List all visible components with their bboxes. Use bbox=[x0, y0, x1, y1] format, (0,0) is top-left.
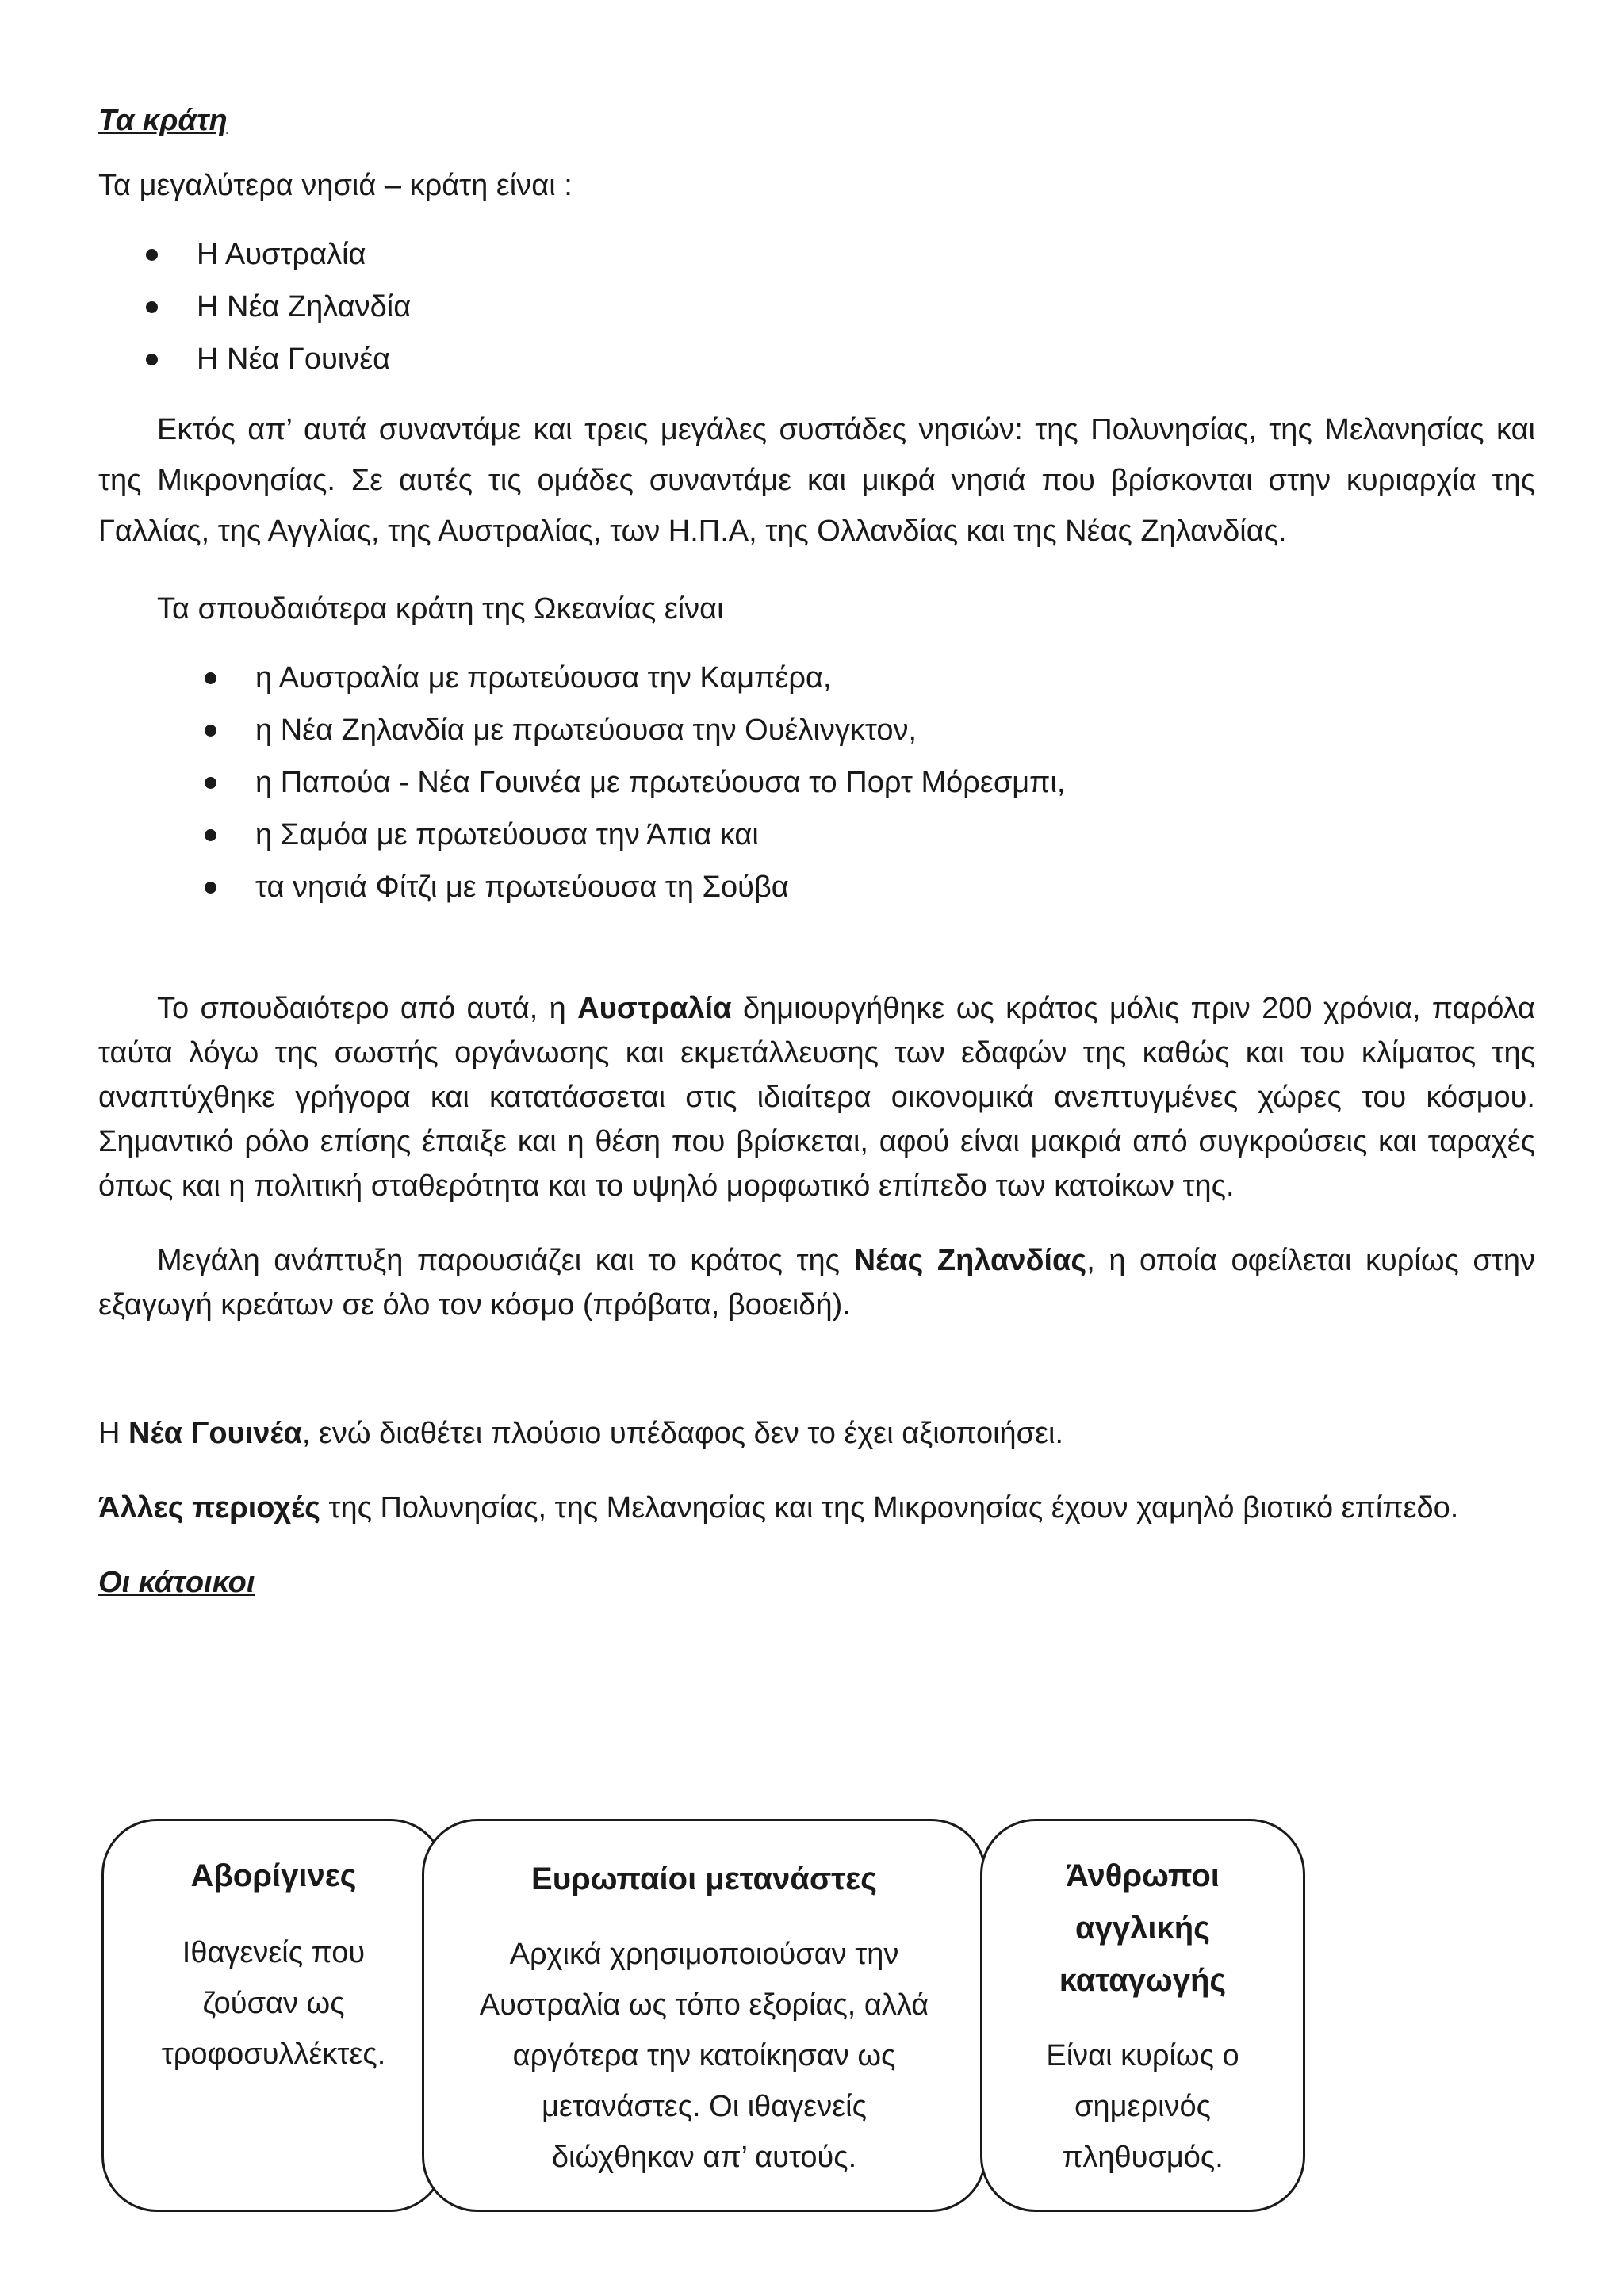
box-text: Είναι κυρίως ο σημερινός πληθυσμός. bbox=[1046, 2039, 1239, 2174]
bullet-icon bbox=[205, 725, 216, 737]
list-item: η Παπούα - Νέα Γουινέα με πρωτεύουσα το Πορτ Μόρεσμπι, bbox=[98, 756, 1535, 809]
other-areas-paragraph: Άλλες περιοχές της Πολυνησίας, της Μελανησίας και της Μικρονησίας έχουν χαμηλό βιοτικό επίπεδο. bbox=[98, 1491, 1459, 1525]
bullet-icon bbox=[146, 249, 158, 261]
bullet-icon bbox=[205, 829, 216, 841]
document-page bbox=[98, 95, 1535, 1608]
inhabitants-box-english-descent bbox=[980, 1819, 1305, 2212]
islands-list bbox=[98, 228, 1535, 385]
box-text: Ιθαγενείς που ζούσαν ως τροφοσυλλέκτες. bbox=[161, 1936, 386, 2071]
list-item: Η Νέα Γουινέα bbox=[98, 333, 1535, 385]
new-guinea-paragraph: Η Νέα Γουινέα, ενώ διαθέτει πλούσιο υπέδαφος δεν το έχει αξιοποιήσει. bbox=[98, 1417, 1064, 1450]
list-item: Η Αυστραλία bbox=[98, 228, 1535, 281]
list-item: η Σαμόα με πρωτεύουσα την Άπια και bbox=[98, 809, 1535, 861]
new-zealand-bold: Νέας Ζηλανδίας bbox=[853, 1244, 1087, 1277]
bullet-icon bbox=[205, 882, 216, 894]
other-areas-bold: Άλλες περιοχές bbox=[98, 1491, 320, 1525]
inhabitants-boxes bbox=[102, 1819, 1307, 2215]
box-text: Αρχικά χρησιμοποιούσαν την Αυστραλία ως τόπο εξορίας, αλλά αργότερα την κατοίκησαν ως μετανάστες. Οι ιθαγενείς διώχθηκαν απ’ αυτούς. bbox=[479, 1938, 929, 2174]
inhabitants-box-european-immigrants bbox=[422, 1819, 986, 2212]
list-item: Η Νέα Ζηλανδία bbox=[98, 281, 1535, 333]
section-heading-states: Τα κράτη bbox=[98, 104, 228, 137]
inhabitants-box-aborigines bbox=[102, 1819, 446, 2212]
island-groups-paragraph: Εκτός απ’ αυτά συναντάμε και τρεις μεγάλες συστάδες νησιών: της Πολυνησίας, της Μελανησίας και της Μικρονησίας. Σε αυτές τις ομάδες συναντάμε και μικρά νησιά που βρίσκονται στην κυριαρχία της Γαλλίας, της Αγγλίας, της Αυστραλίας, των Η.Π.Α, της Ολλανδίας και της Νέας Ζηλανδίας. bbox=[98, 413, 1535, 548]
australia-bold: Αυστραλία bbox=[577, 992, 732, 1025]
box-title: Άνθρωποι αγγλικής καταγωγής bbox=[1059, 1858, 1227, 1998]
main-states-intro: Τα σπουδαιότερα κράτη της Ωκεανίας είναι bbox=[157, 592, 724, 626]
bullet-icon bbox=[205, 672, 216, 684]
new-zealand-paragraph: Μεγάλη ανάπτυξη παρουσιάζει και το κράτος της Νέας Ζηλανδίας, η οποία οφείλεται κυρίως στην εξαγωγή κρεάτων σε όλο τον κόσμο (πρόβατα, βοοειδή). bbox=[98, 1244, 1536, 1322]
bullet-icon bbox=[146, 354, 158, 365]
australia-paragraph: Το σπουδαιότερο από αυτά, η Αυστραλία δημιουργήθηκε ως κράτος μόλις πριν 200 χρόνια, παρόλα ταύτα λόγω της σωστής οργάνωσης και εκμετάλλευσης των εδαφών της καθώς και του κλίματος της αναπτύχθηκε γρήγορα και κατατάσσεται στις ιδιαίτερα οικονομικά ανεπτυγμένες χώρες του κόσμου. Σημαντικό ρόλο επίσης έπαιξε και η θέση που βρίσκεται, αφού είναι μακριά από συγκρούσεις και ταραχές όπως και η πολιτική σταθερότητα και το υψηλό μορφωτικό επίπεδο των κατοίκων της. bbox=[98, 992, 1535, 1203]
box-title: Αβορίγινες bbox=[190, 1858, 357, 1893]
main-states-list bbox=[98, 652, 1535, 913]
bullet-icon bbox=[205, 777, 216, 789]
new-guinea-bold: Νέα Γουινέα bbox=[128, 1417, 302, 1450]
list-item: η Αυστραλία με πρωτεύουσα την Καμπέρα, bbox=[98, 652, 1535, 704]
bullet-icon bbox=[146, 301, 158, 313]
list-item: η Νέα Ζηλανδία με πρωτεύουσα την Ουέλινγκτον, bbox=[98, 704, 1535, 756]
list-item: τα νησιά Φίτζι με πρωτεύουσα τη Σούβα bbox=[98, 861, 1535, 913]
section-heading-inhabitants: Οι κάτοικοι bbox=[98, 1566, 255, 1599]
intro-line: Τα μεγαλύτερα νησιά – κράτη είναι : bbox=[98, 169, 573, 202]
box-title: Ευρωπαίοι μετανάστες bbox=[531, 1862, 877, 1896]
